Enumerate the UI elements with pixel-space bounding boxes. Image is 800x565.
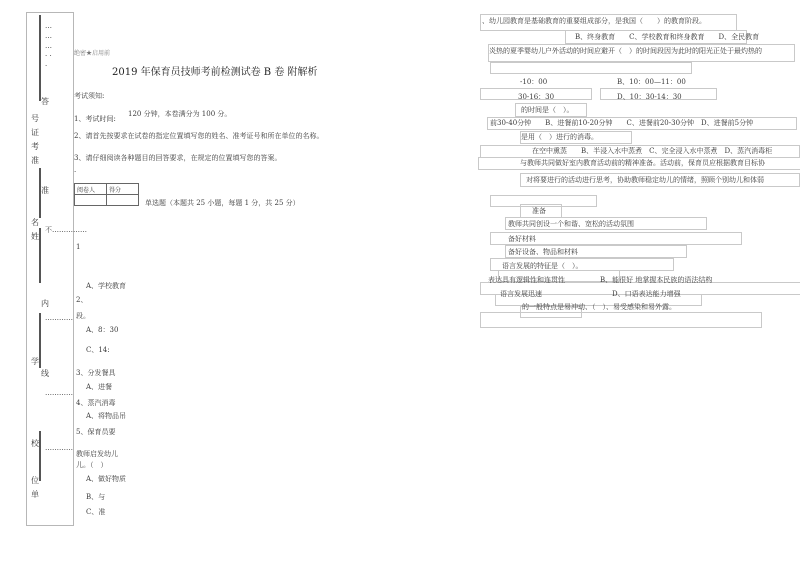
binding-dots: ………… (45, 389, 73, 397)
grader-table (74, 183, 139, 206)
question-text: 儿。（ ） (76, 461, 108, 469)
option: C、14: (86, 346, 110, 354)
binding-label: 单 (31, 490, 39, 499)
binding-label: 姓 (31, 232, 39, 241)
binding-label: 证 (31, 128, 39, 137)
option: B、与 (86, 493, 106, 501)
question-text: 语言发展的特征是（ ）。 (502, 262, 583, 270)
score-cell[interactable] (107, 195, 139, 206)
option: B、10：00—11：00 (617, 78, 686, 86)
secret-mark: 绝密★启用前 (74, 50, 111, 57)
question-text: 是用（ ）进行的消毒。 (521, 133, 598, 141)
question-text: 的时间是（ ）。 (521, 106, 574, 114)
binding-label: 位 (31, 476, 39, 485)
question-text: 对将要进行的活动进行思考，协助教师稳定幼儿的情绪，照顾个别幼儿和体弱 (526, 176, 764, 184)
question-text: 教师启发幼儿 (76, 450, 118, 458)
option: 语言发展迅速 D、口语表达能力增强 (500, 290, 681, 298)
question-text: 、幼儿园教育是基础教育的重要组成部分，是我国（ ）的教育阶段。 (482, 17, 706, 25)
notice-bullet: · (74, 168, 77, 176)
grader-header: 阅卷人 (75, 184, 107, 195)
notice-item: 120 分钟，本卷满分为 100 分。 (128, 110, 232, 118)
binding-label: 号 (31, 114, 39, 123)
section-heading: 单选题（本题共 25 小题，每题 1 分，共 25 分） (145, 199, 300, 207)
binding-label: 内 (41, 299, 49, 308)
binding-label: 校 (31, 439, 39, 448)
question-text: 3、分发餐具 (76, 369, 116, 377)
option: A、8：30 (86, 326, 119, 334)
option: A、将物品吊 (86, 412, 127, 420)
question-text: 与教师共同做好室内教育活动前的精神准备。活动前，保育员应根据教育目标协 (520, 159, 765, 167)
binding-line (39, 431, 41, 481)
option: A、进餐 (86, 383, 113, 391)
text-frame (480, 312, 762, 328)
binding-label: 答 (41, 97, 49, 106)
question-text: 的一般特点是易冲动、（ ）、易受感染和易外露。 (522, 303, 676, 311)
option: B、终身教育 C、学校教育和终身教育 D、全民教育 (575, 33, 760, 41)
binding-dots: 不…………… (45, 226, 87, 234)
notice-heading: 考试须知: (74, 92, 105, 100)
question-number: 1 (76, 243, 81, 251)
binding-label: 名 (31, 218, 39, 227)
score-header: 得分 (107, 184, 139, 195)
binding-line (39, 313, 41, 368)
option: 30-16：30 (518, 93, 555, 101)
question-text: 4、蒸汽消毒 (76, 399, 116, 407)
notice-item: 2、请首先按要求在试卷的指定位置填写您的姓名、准考证号和所在单位的名称。 (74, 132, 324, 140)
binding-label: 线 (41, 369, 49, 378)
notice-item: 1、考试时间: (74, 115, 116, 123)
option: -10：00 (520, 78, 548, 86)
notice-item: 3、请仔细阅读各种题目的回答要求，在规定的位置填写您的答案。 (74, 154, 282, 162)
text-frame (490, 62, 692, 74)
option: 备好设备、物品和材料 (508, 248, 578, 256)
option: 前30-40分钟 B、进餐前10-20分钟 C、进餐前20-30分钟 D、进餐前5分钟 (490, 119, 754, 127)
binding-dots: … … … · · · (45, 22, 52, 70)
binding-label: 考 (31, 142, 39, 151)
grader-cell[interactable] (75, 195, 107, 206)
binding-line (39, 228, 41, 283)
binding-label: 准 (41, 186, 49, 195)
option: 在空中熏蒸 B、半浸入水中蒸煮 C、完全浸入水中蒸煮 D、蒸汽消毒柜 (532, 147, 773, 155)
question-text: 段。 (76, 312, 90, 320)
binding-dots: ………… (45, 444, 73, 452)
option: 备好材料 (508, 235, 536, 243)
question-number: 2、 (76, 296, 88, 304)
binding-label: 学 (31, 357, 39, 366)
option: C、准 (86, 508, 106, 516)
question-text: 炎热的夏季婴幼儿户外活动的时间应避开（ ）的时间段因为此时的阳光正处于最灼热的 (489, 47, 762, 55)
binding-label: 准 (31, 156, 39, 165)
option: 教师共同创设一个和谐、宽松的活动氛围 (508, 220, 634, 228)
binding-dots: ………… (45, 314, 73, 322)
option: D、10：30-14：30 (617, 93, 682, 101)
page-title: 2019 年保育员技师考前检测试卷 B 卷 附解析 (112, 67, 318, 78)
option: A、学校教育 (86, 282, 127, 290)
binding-line (39, 15, 41, 101)
question-text: 5、保育员要 (76, 428, 116, 436)
option: 表达具有逻辑性和连贯性 B、能很好 地掌握本民族的语法结构 (488, 276, 713, 284)
option: 准备 (532, 207, 546, 215)
option: A、做好物质 (86, 475, 127, 483)
